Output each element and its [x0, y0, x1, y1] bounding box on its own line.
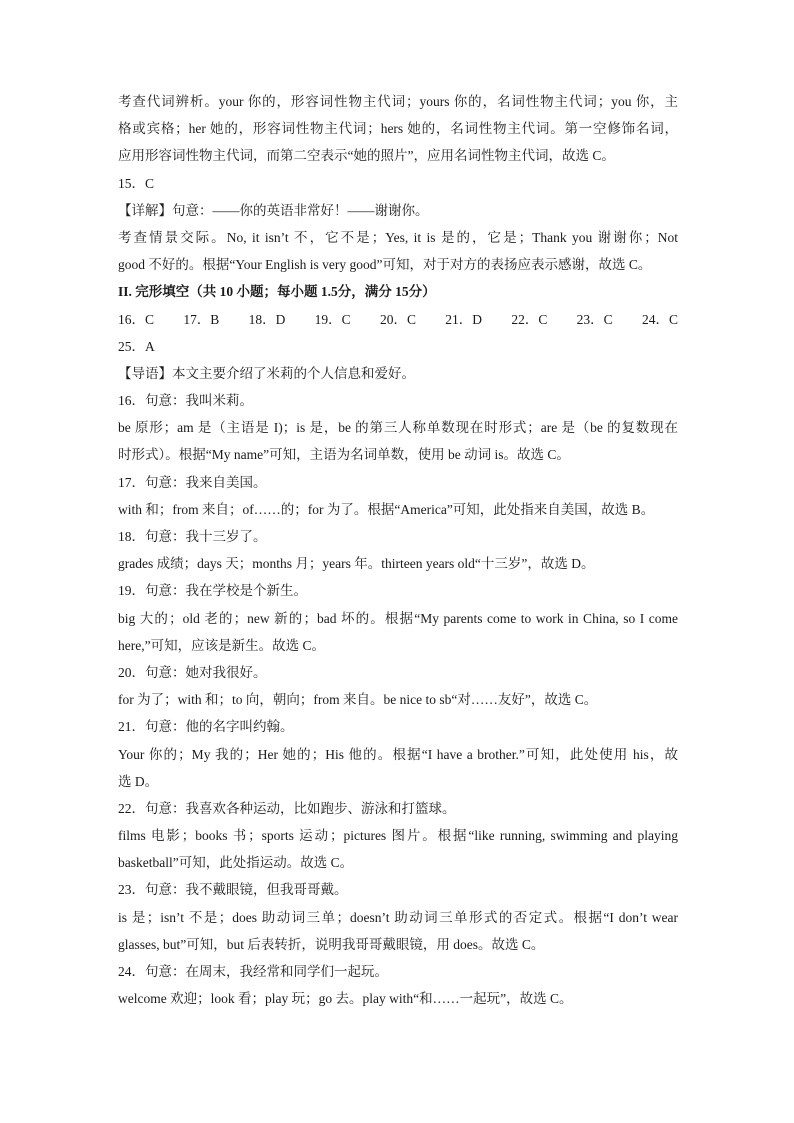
text-line: 格或宾格；her 她的，形容词性物主代词；hers 她的，名词性物主代词。第一空修饰名词， — [118, 121, 678, 137]
text-line: good 不好的。根据“Your English is very good”可知，对于对方的表扬应表示感谢，故选 C。 — [118, 257, 652, 273]
text-line: is 是；isn’t 不是；does 助动词三单；doesn’t 助动词三单形式的否定式。根据“I don’t wear — [118, 909, 678, 925]
answer-item: 16．C — [118, 311, 155, 327]
question-line: 23．句意：我不戴眼镜，但我哥哥戴。 — [118, 882, 348, 898]
text-line: 应用形容词性物主代词，而第二空表示“她的照片”，应用名词性物主代词，故选 C。 — [118, 148, 615, 164]
question-line: 21．句意：他的名字叫约翰。 — [118, 719, 294, 735]
text-line: for 为了；with 和；to 向，朝向；from 来自。be nice to sb“对……友好”，故选 C。 — [118, 692, 598, 708]
question-line: 22．句意：我喜欢各种运动，比如跑步、游泳和打篮球。 — [118, 800, 456, 816]
text-line: glasses, but”可知，but 后表转折，说明我哥哥戴眼镜，用 does。故选 C。 — [118, 936, 545, 952]
answer-item: 19．C — [314, 311, 351, 327]
question-line: 19．句意：我在学校是个新生。 — [118, 583, 307, 599]
answer-item: 22．C — [511, 311, 548, 327]
question-number: 15．C — [118, 175, 155, 191]
answer-item: 24．C — [641, 311, 678, 327]
guide-line: 【导语】本文主要介绍了米莉的个人信息和爱好。 — [118, 365, 415, 381]
text-line: welcome 欢迎；look 看；play 玩；go 去。play with“和……一起玩”，故选 C。 — [118, 991, 573, 1007]
text-line: with 和；from 来自；of……的；for 为了。根据“America”可知，此处指来自美国，故选 B。 — [118, 501, 655, 517]
question-line: 18．句意：我十三岁了。 — [118, 529, 267, 544]
question-line: 24．句意：在周末，我经常和同学们一起玩。 — [118, 964, 388, 979]
text-line: 考查情景交际。No, it isn’t 不，它不是；Yes, it is 是的，它是；Thank you 谢谢你；Not — [118, 229, 678, 245]
question-line: 20．句意：她对我很好。 — [118, 664, 267, 680]
answer-item: 23．C — [576, 311, 613, 327]
text-line: 时形式）。根据“My name”可知，主语为名词单数，使用 be 动词 is。故选 C。 — [118, 447, 570, 463]
answer-item: 20．C — [379, 311, 416, 327]
text-line: basketball”可知，此处指运动。故选 C。 — [118, 855, 354, 871]
text-line: 考查代词辨析。your 你的，形容词性物主代词；yours 你的，名词性物主代词；you 你，主 — [118, 94, 678, 109]
question-line: 16．句意：我叫米莉。 — [118, 393, 253, 409]
text-line: be 原形；am 是（主语是 I)；is 是，be 的第三人称单数现在时形式；are 是（be 的复数现在 — [118, 420, 678, 436]
section-heading: II. 完形填空（共 10 小题；每小题 1.5分，满分 15分） — [118, 284, 436, 300]
question-line: 17．句意：我来自美国。 — [118, 474, 267, 490]
answer-item: 18．D — [248, 311, 286, 327]
text-line: Your 你的；My 我的；Her 她的；His 他的。根据“I have a brother.”可知，此处使用 his，故 — [118, 746, 678, 762]
detail-line: 【详解】句意：——你的英语非常好！——谢谢你。 — [118, 202, 429, 218]
answer-item: 25．A — [118, 338, 155, 354]
text-line: films 电影；books 书；sports 运动；pictures 图片。根据“like running, swimming and playing — [118, 828, 678, 844]
answer-item: 21．D — [445, 311, 483, 327]
text-line: here,”可知，应该是新生。故选 C。 — [118, 637, 325, 653]
text-line: big 大的；old 老的；new 新的；bad 坏的。根据“My parents come to work in China, so I come — [118, 610, 678, 626]
text-line: 选 D。 — [118, 773, 159, 789]
text-line: grades 成绩；days 天；months 月；years 年。thirteen years old“十三岁”，故选 D。 — [118, 556, 595, 572]
answer-key-row — [118, 306, 678, 333]
answer-item: 17．B — [183, 311, 220, 327]
